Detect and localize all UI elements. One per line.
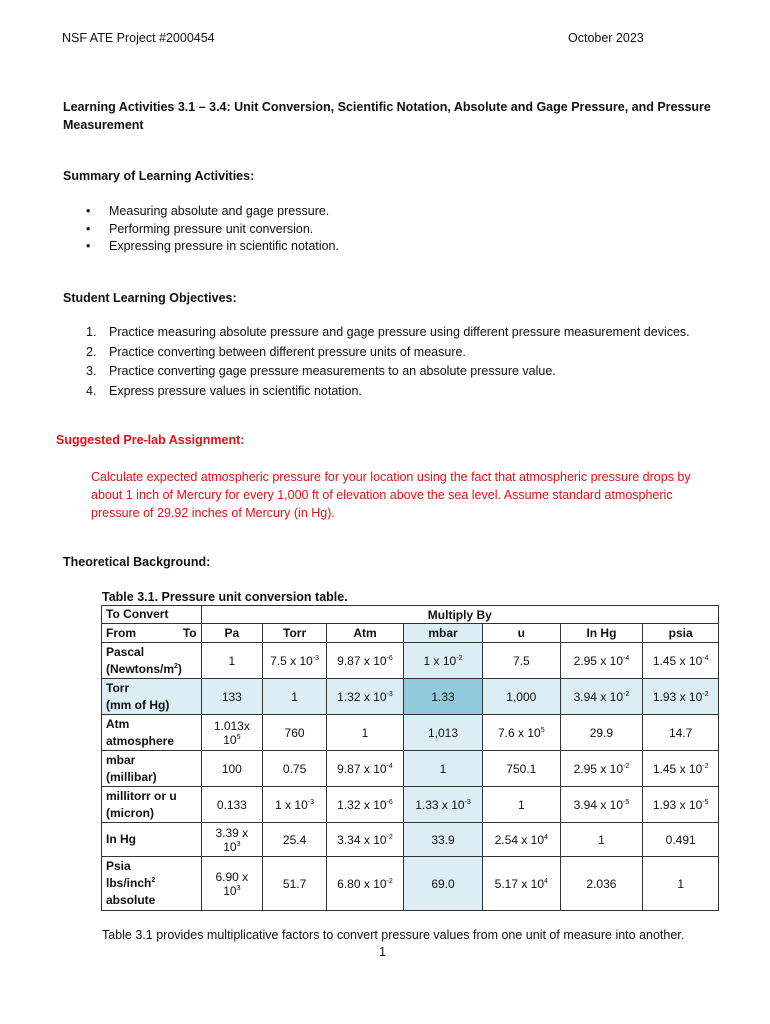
row-label	[102, 715, 202, 751]
table-cell	[403, 643, 482, 679]
cell-value: 3.39 x 10	[215, 825, 249, 854]
table-cell	[403, 787, 482, 823]
row-label-text: (mm of Hg)	[106, 697, 170, 712]
column-header: psia	[643, 624, 719, 643]
cell-value: 1 x 10	[423, 653, 457, 668]
cell-exponent: -4	[702, 654, 709, 662]
table-cell	[263, 715, 327, 751]
cell-value: 2.95 x 10	[573, 653, 623, 668]
cell-exponent: 3	[236, 840, 241, 848]
cell-value: 1	[598, 832, 605, 847]
table-cell	[327, 715, 404, 751]
column-header: Torr	[263, 624, 327, 643]
cell-exponent: -5	[702, 798, 709, 806]
table-cell	[643, 679, 719, 715]
cell-value: 69.0	[431, 876, 455, 891]
table-row	[102, 823, 719, 857]
table-cell	[201, 857, 262, 911]
conversion-table	[101, 605, 719, 911]
table-cell	[483, 823, 560, 857]
objective-text: Practice converting between different pressure units of measure.	[109, 344, 466, 359]
table-cell	[560, 787, 643, 823]
column-header: u	[483, 624, 560, 643]
column-header: In Hg	[560, 624, 643, 643]
row-label-line	[106, 769, 197, 786]
row-label-line: absolute	[106, 893, 156, 907]
row-label-text: (micron)	[106, 805, 154, 820]
row-label	[102, 857, 202, 911]
table-cell	[483, 679, 560, 715]
row-label-text: lbs/inch	[106, 876, 152, 890]
table-row	[102, 751, 719, 787]
row-label	[102, 643, 202, 679]
table-cell	[327, 823, 404, 857]
table-cell	[201, 787, 262, 823]
summary-heading: Summary of Learning Activities:	[63, 169, 255, 183]
cell-value: 1	[291, 689, 298, 704]
cell-value: 2.95 x 10	[573, 761, 623, 776]
row-label-text: (Newtons/m	[106, 661, 175, 676]
cell-value: 6.90 x 10	[215, 869, 249, 898]
table-cell	[560, 857, 643, 911]
cell-exponent: -2	[702, 690, 709, 698]
cell-value: 51.7	[282, 876, 307, 891]
row-label-line: Atm	[106, 716, 130, 731]
cell-exponent: 5	[540, 726, 545, 734]
table-cell	[403, 715, 482, 751]
cell-exponent: -6	[386, 798, 393, 806]
cell-value: 25.4	[282, 832, 307, 847]
cell-value: 100	[221, 761, 242, 776]
cell-exponent: -2	[623, 762, 630, 770]
cell-value: 3.34 x 10	[337, 832, 387, 847]
table-row	[102, 679, 719, 715]
row-label-text: atmosphere	[106, 733, 175, 748]
cell-value: 6.80 x 10	[337, 876, 387, 891]
cell-exponent: -2	[386, 833, 393, 841]
cell-value: 1.45 x 10	[652, 653, 703, 668]
cell-exponent: -3	[307, 798, 315, 806]
page-title: Learning Activities 3.1 – 3.4: Unit Conversion, Scientific Notation, Absolute and Gage Pressure, and Pressure Measurement	[63, 100, 711, 132]
table-row	[102, 715, 719, 751]
table-cell	[483, 643, 560, 679]
cell-value: 7.5 x 10	[270, 653, 313, 668]
cell-value: 5.17 x 10	[494, 876, 545, 891]
cell-value: 9.87 x 10	[337, 653, 387, 668]
cell-exponent: -3	[464, 798, 471, 806]
table-cell	[560, 643, 643, 679]
table-cell	[201, 679, 262, 715]
to-convert-label: To Convert	[102, 606, 202, 624]
cell-value: 1.93 x 10	[652, 689, 703, 704]
cell-value: 133	[221, 689, 242, 704]
cell-value: 2.036	[586, 876, 617, 891]
from-to-cell	[102, 624, 202, 643]
row-label-line: In Hg	[106, 832, 136, 846]
cell-value: 0.491	[665, 832, 696, 847]
row-label-line: Torr	[106, 680, 130, 695]
cell-exponent: -2	[702, 762, 709, 770]
background-heading: Theoretical Background:	[63, 555, 211, 569]
column-header: Atm	[327, 624, 404, 643]
cell-value: 3.94 x 10	[573, 797, 623, 812]
row-label-line: Pascal	[106, 644, 145, 659]
table-cell	[560, 823, 643, 857]
table-cell	[201, 643, 262, 679]
cell-exponent: 5	[236, 733, 241, 741]
table-cell	[643, 715, 719, 751]
row-label	[102, 787, 202, 823]
cell-value: 750.1	[506, 761, 537, 776]
multiply-by-label: Multiply By	[201, 606, 718, 624]
table-cell	[403, 751, 482, 787]
table-cell	[643, 643, 719, 679]
cell-value: 1,000	[506, 689, 537, 704]
header-project: NSF ATE Project #2000454	[62, 31, 215, 45]
table-cell	[403, 679, 482, 715]
to-label: To	[182, 625, 197, 640]
cell-value: 1.93 x 10	[652, 797, 703, 812]
row-label-line	[106, 875, 197, 892]
table-cell	[483, 787, 560, 823]
table-cell	[483, 751, 560, 787]
table-cell	[403, 823, 482, 857]
objective-text: Practice converting gage pressure measurements to an absolute pressure value.	[109, 364, 556, 378]
summary-list	[84, 203, 339, 256]
table-column-row	[102, 624, 719, 643]
cell-value: 1.32 x 10	[337, 689, 387, 704]
table-cell	[483, 857, 560, 911]
table-cell	[263, 679, 327, 715]
objective-text: Practice measuring absolute pressure and gage pressure using different pressure measurement devices.	[109, 325, 690, 339]
cell-value: 7.6 x 10	[498, 725, 541, 740]
table-row	[102, 643, 719, 679]
summary-item: • Performing pressure unit conversion.	[84, 221, 339, 239]
row-label-line: millitorr or u	[106, 788, 177, 803]
table-cell	[643, 787, 719, 823]
prelab-text: Calculate expected atmospheric pressure for your location using the fact that atmospheric pressure drops by about 1 inch of Mercury for every 1,000 ft of elevation above the sea level. Assume standard atmospheric pressure of 29.92 inches of Mercury (in Hg).	[91, 470, 691, 520]
cell-value: 1.32 x 10	[337, 797, 387, 812]
table-cell	[263, 643, 327, 679]
cell-exponent: -2	[623, 690, 630, 698]
cell-value: 1 x 10	[275, 797, 308, 812]
cell-value: 760	[284, 725, 305, 740]
table-header-row	[102, 606, 719, 624]
table-cell	[201, 823, 262, 857]
table-cell	[327, 679, 404, 715]
cell-value: 1.33	[431, 689, 455, 704]
cell-exponent: -2	[386, 877, 393, 885]
table-row	[102, 857, 719, 911]
objective-item	[84, 382, 690, 402]
cell-exponent: 3	[236, 884, 241, 892]
cell-exponent: -6	[386, 654, 393, 662]
row-label-text: (millibar)	[106, 769, 157, 784]
cell-exponent: -4	[623, 654, 630, 662]
row-label	[102, 679, 202, 715]
objective-number: 3.	[86, 364, 97, 378]
table-cell	[643, 751, 719, 787]
cell-value: 1	[228, 653, 236, 668]
cell-value: 2.54 x 10	[494, 832, 545, 847]
objective-text: Express pressure values in scientific notation.	[109, 383, 362, 398]
table-cell	[643, 823, 719, 857]
cell-value: 1	[361, 725, 369, 740]
objective-item	[84, 362, 690, 382]
table-cell	[560, 715, 643, 751]
cell-value: 14.7	[669, 725, 693, 740]
table-cell	[201, 715, 262, 751]
row-label-line	[106, 805, 197, 822]
column-header: mbar	[403, 624, 482, 643]
table-cell	[201, 751, 262, 787]
table-cell	[327, 857, 404, 911]
table-cell	[403, 857, 482, 911]
objective-item	[84, 323, 690, 343]
table-cell	[263, 751, 327, 787]
objective-number: 1.	[86, 325, 97, 339]
cell-exponent: -5	[623, 798, 630, 806]
cell-value: 0.133	[216, 797, 247, 812]
cell-value: 9.87 x 10	[337, 761, 387, 776]
row-label	[102, 751, 202, 787]
objective-item	[84, 343, 690, 363]
cell-value: 3.94 x 10	[573, 689, 623, 704]
table-cell	[263, 823, 327, 857]
table-caption: Table 3.1. Pressure unit conversion table.	[102, 590, 348, 604]
prelab-heading: Suggested Pre-lab Assignment:	[56, 433, 245, 447]
table-cell	[483, 715, 560, 751]
header-date: October 2023	[568, 31, 644, 45]
cell-value: 1,013	[427, 725, 459, 740]
cell-value: 1	[517, 797, 525, 812]
row-label-superscript: 2	[151, 877, 156, 884]
row-label-line: Psia	[106, 859, 131, 873]
cell-value: 29.9	[589, 725, 614, 740]
column-header: Pa	[201, 624, 262, 643]
table-cell	[263, 857, 327, 911]
row-label-line	[106, 733, 197, 750]
row-label-line: mbar	[106, 752, 136, 767]
row-label-line	[106, 661, 197, 678]
cell-value: 7.5	[512, 653, 530, 668]
cell-value: 1.013x 10	[213, 718, 250, 747]
cell-value: 0.75	[282, 761, 307, 776]
objective-number: 2.	[86, 344, 97, 359]
cell-exponent: -3	[312, 654, 320, 662]
row-label	[102, 823, 202, 857]
objectives-list	[84, 323, 690, 401]
cell-exponent: 4	[544, 877, 548, 885]
row-label-text: )	[177, 661, 182, 676]
from-label: From	[106, 625, 136, 640]
cell-exponent: 4	[544, 833, 548, 841]
cell-value: 1.45 x 10	[652, 761, 703, 776]
table-cell	[327, 787, 404, 823]
cell-value: 1.33 x 10	[415, 797, 465, 812]
cell-exponent: -3	[386, 690, 393, 698]
cell-exponent: -2	[456, 654, 463, 662]
table-cell	[327, 751, 404, 787]
cell-value: 1	[439, 761, 447, 776]
table-cell	[327, 643, 404, 679]
objective-number: 4.	[86, 383, 97, 398]
cell-exponent: -4	[386, 762, 393, 770]
page-number: 1	[379, 945, 386, 959]
cell-value: 33.9	[431, 832, 455, 847]
objectives-heading: Student Learning Objectives:	[63, 291, 237, 305]
summary-item: • Measuring absolute and gage pressure.	[84, 203, 339, 221]
summary-item: • Expressing pressure in scientific notation.	[84, 238, 339, 256]
row-label-line	[106, 697, 197, 714]
row-label-superscript: 2	[174, 662, 178, 670]
table-row	[102, 787, 719, 823]
table-cell	[560, 751, 643, 787]
table-note: Table 3.1 provides multiplicative factors to convert pressure values from one unit of measure into another.	[102, 928, 685, 942]
table-cell	[263, 787, 327, 823]
table-cell	[560, 679, 643, 715]
table-cell	[643, 857, 719, 911]
cell-value: 1	[677, 876, 685, 891]
